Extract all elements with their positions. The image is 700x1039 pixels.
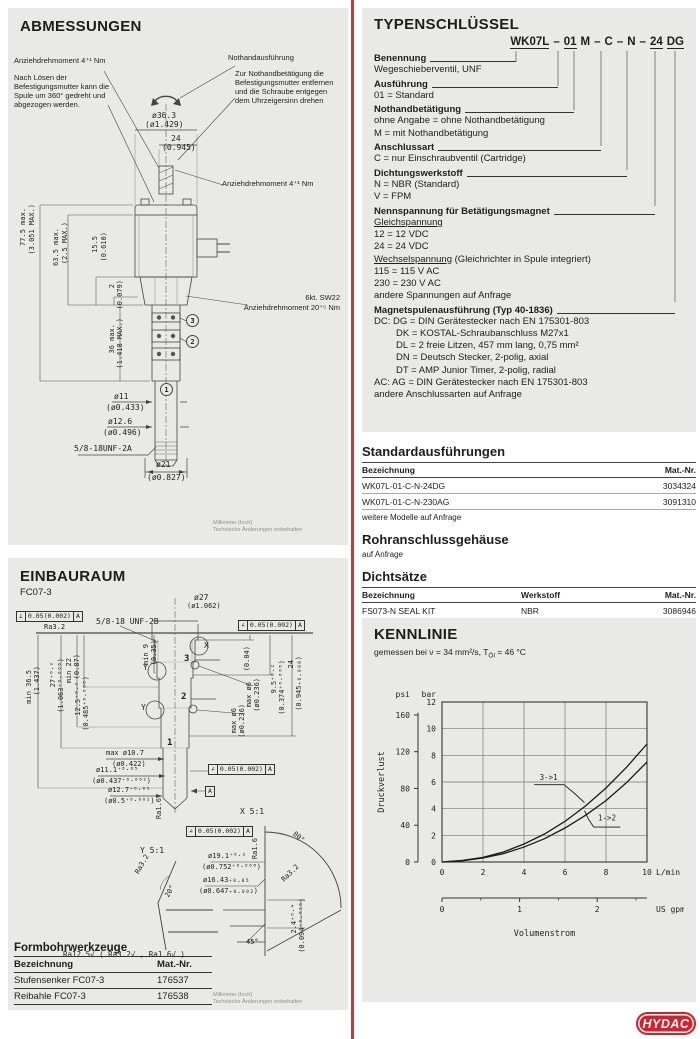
datum-box: A [205,786,215,797]
dim-label: (1.437) [33,666,41,696]
type-code-part: DG [666,36,684,48]
datum-ref: A [73,612,82,621]
dim-label: (0.945₊₀.₀₀₈) [295,656,303,711]
svg-text:12: 12 [426,697,436,707]
table-row: WK07L-01-C-N-230AG 3091310 [362,494,696,510]
form-tools-table [14,942,212,1005]
datum-ref: A [295,621,304,630]
type-code-part: C [604,36,613,48]
svg-text:6: 6 [562,867,568,877]
svg-text:L/min: L/min [656,867,681,877]
dim-label: min 36.5 [25,670,33,704]
detail-y-scale: Y 5:1 [140,846,165,855]
port-1-marker: 1 [160,383,173,396]
dim-label: (ø0.5⁺⁰·⁰⁰²) [104,797,155,805]
dim-label: 12.5⁺⁰·² [74,682,82,716]
type-code-part: N [627,36,636,48]
table-header: Bezeichnung Mat.-Nr. [362,462,696,478]
release-note: Nach Lösen der Befestigungsmutter kann die Spule um 360° gedreht und abgezogen werden. [14,73,110,109]
tolerance-frame: ∠ 0.05(0.002) A [238,620,305,631]
svg-text:80: 80 [400,784,410,794]
svg-text:10: 10 [426,724,436,734]
table-row: Reibahle FC07-3 176538 [14,989,212,1005]
tolerance-frame: ⊥ 0.05(0.002) A [16,611,83,622]
code-group-label: Dichtungswerkstoff [374,168,627,179]
svg-text:US gpm: US gpm [656,904,684,914]
port-1-label: 1 [167,738,173,748]
dim-label: (ø0.647₊₀.₀₀₂) [199,887,259,895]
dim-label: max ø10.7 [106,749,144,757]
table-title: Dichtsätze [362,569,428,584]
svg-text:120: 120 [395,747,410,757]
units-footnote: Millimeter (Inch) Technische Änderungen vorbehalten [213,520,303,534]
svg-text:1: 1 [517,904,523,914]
manual-override-note: Zur Nothandbetätigung die Befestigungsmutter entfernen und die Schraube entgegen dem Uhrzeigersinn drehen [235,69,334,105]
detail-y-marker: Y [141,703,146,712]
dim-label: min 9 [142,644,150,666]
svg-text:3->1: 3->1 [539,772,558,782]
detail-y-marker: Y [143,663,148,672]
surface-finish-label: Ra3.2 [133,853,151,876]
code-group-label: Anschlussart [374,142,601,153]
table-note: weitere Modelle auf Anfrage [362,513,462,522]
dim-label: 27⁺⁰·² [49,662,57,688]
svg-text:0: 0 [439,904,445,914]
code-group-label: Magnetspulenausführung (Typ 40-1836) [374,305,675,316]
svg-text:0: 0 [405,857,410,867]
type-code-part: WK07L [510,36,550,48]
table-row: FS073-N SEAL KIT NBR 3086946 [362,603,696,619]
svg-text:1->2: 1->2 [597,813,617,823]
tolerance-symbol: ⊥ [19,612,23,620]
section-title: ABMESSUNGEN [20,18,142,35]
port-3-marker: 3 [186,314,199,327]
datum-ref: A [243,827,252,836]
port-2-label: 2 [181,692,187,702]
dim-label: 9.5⁺⁰·² [270,664,278,694]
dim-label: (ø0.236) [238,704,246,738]
dim-label: (0.87) [73,654,81,680]
svg-text:0: 0 [431,857,436,867]
dim-label: (ø1.062) [187,602,221,610]
dim-label: 2 [108,284,116,289]
dim-label: 77.5 max. [19,208,27,246]
dim-label: (0.610) [100,232,108,262]
surface-finish-summary: Ra12.5√ ( Ra3.2√ , Ra1.6√ ) [63,950,185,959]
torque-annotation: Anziehdrehmoment 4⁺¹ Nm [222,179,314,188]
ordering-tables [362,444,696,619]
code-group-label: Nothandbetätigung [374,104,574,115]
manual-override-title: Nothandausführung [228,53,294,62]
angle-label: 45° [246,938,259,946]
svg-text:10: 10 [642,867,652,877]
code-group-label: Nennspannung für Betätigungsmagnet [374,206,655,217]
table-row: Stufensenker FC07-3 176537 [14,973,212,989]
table-note: auf Anfrage [362,550,403,559]
section-abmessungen [8,8,348,545]
surface-finish-label: Ra1.6 [251,838,259,860]
svg-text:psi: psi [395,689,410,699]
svg-text:8: 8 [431,751,436,761]
dim-label: (ø0.827) [147,473,186,482]
pressure-drop-chart [374,688,684,950]
surface-finish-label: Ra3.2 [44,623,66,631]
code-group-label: Ausführung [374,79,558,90]
section-einbauraum [8,558,348,1010]
cavity-code: FC07-3 [20,587,52,598]
column-divider [351,0,354,1039]
section-typenschluessel: TYPENSCHLÜSSEL WK07L – 01 M – C – N – 24 DG Benennung Wegeschieberventil, UNF Ausführung 01 = Standard Nothandbetätigung ohne Angabe = ohne Nothandbetätigung M = mit Nothandbetätigung Anschlussart C = nur Einschraubventil (Cartridge) Dichtungswerkstoff N = NBR (Standard) V = FPM Nennspannung für Betätigungsmagnet Gleichspannung 12 = 12 VDC 24 = 24 VDC Wechselspannung (Gleichrichter in Spule integriert) 115 = 115 V AC 230 = 230 V AC andere Spannungen auf Anfrage Magnetspulenausführung (Typ 40-1836) DC: DG = DIN Gerätestecker nach EN 175301-803 DK = KOSTAL-Schraubanschluss M27x1 DL = 2 freie Litzen, 457 mm lang, 0,75 mm² DN = Deutsch Stecker, 2-polig, axial DT = AMP Junior Timer, 2-polig, radial AC: AG = DIN Gerätestecker nach EN 175301-803 andere Anschlussarten auf Anfrage [362,8,696,432]
code-group-label: Benennung [374,53,516,64]
type-code-part: 01 [563,36,577,48]
dim-label: (0.485⁺⁰·⁰⁰⁸) [82,676,90,731]
type-code: WK07L – 01 M – C – N – 24 DG [510,36,684,48]
dim-label: ø11 [114,392,129,401]
type-code-part: 24 [649,36,663,48]
dim-label: ø12.7⁺⁰·⁰⁵ [108,786,151,794]
svg-text:2: 2 [594,904,600,914]
tolerance-symbol: ∠ [189,827,193,835]
dim-label: (ø0.433) [106,403,145,412]
dim-label: (ø0.422) [112,760,146,768]
dim-label: ø36.3 [152,111,177,120]
dim-label: 24 [171,134,181,143]
port-2-marker: 2 [186,335,199,348]
surface-finish-label: Ra3.2 [279,862,301,884]
hydac-logo: HYDAC [636,1012,696,1035]
tolerance-frame: ∠ 0.05(0.002) A [208,764,275,775]
chart-conditions: gemessen bei ν = 34 mm²/s, $T_{Öl} = 46$ °C [374,647,526,660]
dim-label: (2.5 MAX.) [61,222,69,265]
table-header: Bezeichnung Mat.-Nr. [14,957,212,973]
dim-label: (0.04) [243,646,251,672]
dim-label: max ø6 [230,708,238,734]
dim-label: (0.094⁺⁰·⁰¹⁶) [298,898,306,953]
dim-label: (0.35) [150,640,158,666]
dim-label: 36 max. [108,324,116,354]
dim-label: (0.374⁺⁰·⁰⁰⁸) [278,660,286,715]
dim-label: min 22 [65,658,73,684]
table-title: Formbohrwerkzeuge [14,942,212,957]
tolerance-symbol: ∠ [211,765,215,773]
hex-label: 6kt. SW22 [305,293,340,302]
dim-label: (ø1.429) [145,120,184,129]
dim-label: ø21 [156,460,171,469]
dim-label: 24 [287,660,295,669]
port-3-label: 3 [184,654,190,664]
torque-annotation: Anziehdrehmoment 4⁺¹ Nm [14,56,106,65]
units-footnote: Millimeter (Inch) Technische Änderungen vorbehalten [213,992,303,1006]
dim-label: 15.5 [91,236,99,253]
thread-label: 5/8-18UNF-2A [74,444,132,453]
section-title: KENNLINIE [374,626,458,643]
dim-label: (0.079) [116,280,124,310]
dim-label: ø11.1⁺⁰·⁰⁵ [96,766,139,774]
dim-label: (ø0.752⁺⁰·⁰⁰⁸) [202,863,262,871]
svg-text:4: 4 [521,867,527,877]
dim-label: ø12.6 [108,417,133,426]
dim-label: 63.5 max. [52,228,60,266]
hex-torque: Anziehdrehmoment 20⁺⁵ Nm [243,303,340,312]
svg-text:0: 0 [439,867,445,877]
svg-text:2: 2 [431,831,436,841]
table-row: WK07L-01-C-N-24DG 3034324 [362,478,696,494]
section-kennlinie [362,618,696,1002]
svg-text:Volumenstrom: Volumenstrom [513,928,576,939]
code-leader-lines [362,8,696,432]
tolerance-symbol: ∠ [241,621,245,629]
dim-label: (0.945) [162,143,196,152]
table-title: Standardausführungen [362,444,506,459]
detail-x-scale: X 5:1 [240,807,265,816]
section-title: TYPENSCHLÜSSEL [374,16,520,33]
dim-label: 2.4⁺⁰·⁴ [290,904,298,934]
svg-text:40: 40 [400,820,410,830]
table-title: Rohranschlussgehäuse [362,532,509,547]
datum-ref: A [265,765,274,774]
svg-text:4: 4 [431,804,436,814]
angle-label: 20° [163,883,177,899]
tolerance-frame: ∠ 0.05(0.002) A [186,826,253,837]
thread-label: 5/8-18 UNF-2B [96,617,159,626]
dim-label: (ø0.437⁺⁰·⁰⁰²) [92,777,152,785]
angle-label: 80° [291,829,307,845]
svg-text:160: 160 [395,710,410,720]
dim-label: (1.418 MAX.) [116,318,124,369]
svg-text:2: 2 [480,867,486,877]
detail-x-marker: X [204,641,209,650]
dim-label: max ø6 [245,682,253,708]
table-header: Bezeichnung Werkstoff Mat.-Nr. [362,587,696,603]
dim-label: (ø0.496) [103,428,142,437]
dim-label: ø27 [194,593,209,602]
svg-text:6: 6 [431,777,436,787]
dim-label: ø19.1⁺⁰·² [208,852,246,860]
svg-text:8: 8 [603,867,609,877]
surface-finish-label: Ra1.6 [155,798,163,820]
dim-label: ø16.43₊₀.₀₅ [203,876,250,884]
dim-label: (3.051 MAX.) [28,204,36,255]
dim-label: (1.063⁺⁰·⁰⁰⁸) [57,658,65,713]
section-title: EINBAURAUM [20,568,126,585]
type-code-part: M [580,36,591,48]
svg-text:Druckverlust: Druckverlust [377,750,387,813]
dim-label: (ø0.236) [253,678,261,712]
svg-text:bar: bar [421,689,436,699]
